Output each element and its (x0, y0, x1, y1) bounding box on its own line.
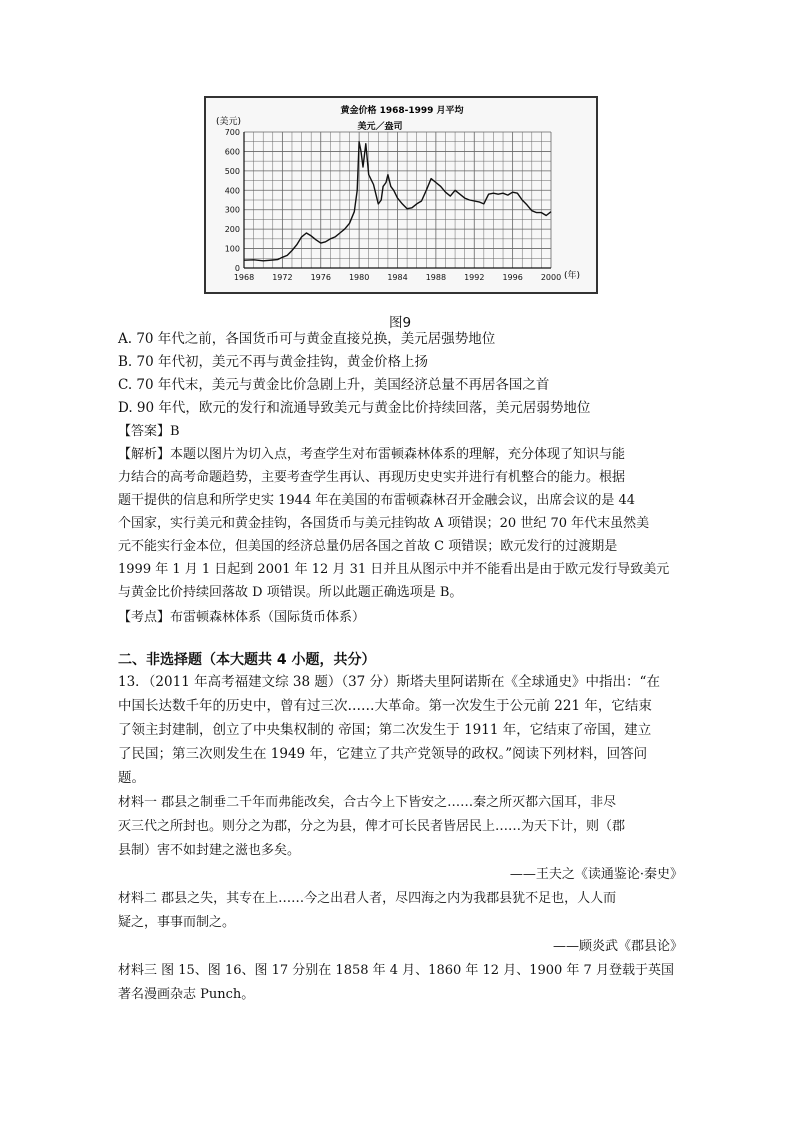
material1-line: 县制）害不如封建之滋也多矣。 (118, 843, 301, 858)
option-c: C. 70 年代末，美元与黄金比价急剧上升，美国经济总量不再居各国之首 (118, 377, 550, 393)
q13-line: 13．（2011 年高考福建文综 38 题）（37 分）斯塔夫里阿诺斯在《全球通史》中指出：“在 (118, 674, 660, 690)
analysis-line: 题干提供的信息和所学史实 1944 年在美国的布雷顿森林召开金融会议，出席会议的是 44 (118, 493, 636, 508)
y-tick-label: 700 (224, 128, 240, 137)
material3-line: 著名漫画杂志 Punch。 (118, 987, 255, 1002)
x-tick-label: 1968 (233, 273, 255, 282)
x-tick-label: 1988 (425, 273, 447, 282)
analysis-line: 1999 年 1 月 1 日起到 2001 年 12 月 31 日并且从图示中并不能看出是由于欧元发行导致美元 (118, 562, 670, 577)
analysis-line: 个国家，实行美元和黄金挂钩，各国货币与美元挂钩故 A 项错误；20 世纪 70 年代末虽然美 (118, 516, 650, 531)
chart-title: 黄金价格 1968-1999 月平均 (340, 106, 464, 116)
y-tick-label: 300 (224, 205, 240, 215)
analysis-line: 与黄金比价持续回落故 D 项错误。所以此题正确选项是 B。 (118, 585, 463, 600)
figure-caption: 图9 (388, 315, 412, 331)
x-tick-label: 1976 (310, 273, 331, 282)
q13-line: 了民国；第三次则发生在 1949 年，它建立了共产党领导的政权。”阅读下列材料，回答问 (118, 746, 648, 762)
analysis-line: 元不能实行金本位，但美国的经济总量仍居各国之首故 C 项错误；欧元发行的过渡期是 (118, 539, 618, 554)
y-tick-label: 100 (224, 244, 240, 254)
gold-price-chart-svg (206, 98, 596, 292)
x-tick-label: 1984 (387, 273, 408, 282)
material2-source: ——顾炎武《郡县论》 (552, 939, 683, 954)
material1-line: 材料一 郡县之制垂二千年而弗能改矣，合古今上下皆安之……秦之所灭都六国耳，非尽 (118, 795, 617, 810)
q13-line: 了领主封建制，创立了中央集权制的 帝国；第二次发生于 1911 年，它结束了帝国，建立 (118, 722, 652, 738)
q13-line: 中国长达数千年的历史中，曾有过三次……大革命。第一次发生于公元前 221 年，它结束 (118, 698, 652, 714)
gold-price-chart (204, 96, 598, 294)
chart-subtitle: 美元／盎司 (357, 122, 403, 132)
option-a: A. 70 年代之前，各国货币可与黄金直接兑换，美元居强势地位 (118, 331, 496, 347)
y-tick-label: 400 (224, 186, 240, 196)
q13-line: 题。 (118, 770, 145, 786)
y-tick-label: 500 (224, 166, 240, 176)
y-tick-label: 0 (234, 264, 240, 273)
y-tick-label: 200 (224, 225, 240, 235)
analysis-line: 力结合的高考命题趋势，主要考查学生再认、再现历史史实并进行有机整合的能力。根据 (118, 470, 626, 485)
answer: 【答案】B (118, 424, 180, 439)
material1-line: 灭三代之所封也。则分之为郡，分之为县，俾才可长民者皆居民上……为天下计，则（郡 (118, 819, 626, 834)
x-tick-label: 1980 (348, 273, 370, 282)
option-d: D. 90 年代，欧元的发行和流通导致美元与黄金比价持续回落，美元居弱势地位 (118, 400, 591, 416)
kaodian: 【考点】布雷顿森林体系（国际货币体系） (118, 610, 366, 625)
chart-xlabel: (年) (564, 271, 581, 281)
x-tick-label: 1972 (272, 273, 293, 282)
analysis-line: 【解析】本题以图片为切入点，考查学生对布雷顿森林体系的理解，充分体现了知识与能 (118, 447, 626, 462)
material2-line: 材料二 郡县之失，其专在上……今之出君人者，尽四海之内为我郡县犹不足也，人人而 (118, 891, 617, 906)
chart-ylabel: (美元) (216, 117, 242, 127)
material3-line: 材料三 图 15、图 16、图 17 分别在 1858 年 4 月、1860 年 12 月、1900 年 7 月登载于英国 (118, 963, 674, 978)
y-tick-label: 600 (224, 147, 240, 157)
material1-source: ——王夫之《读通鉴论·秦史》 (509, 867, 683, 882)
option-b: B. 70 年代初，美元不再与黄金挂钩，黄金价格上扬 (118, 354, 428, 370)
section-heading: 二、非选择题（本大题共 4 小题，共分） (118, 652, 376, 668)
material2-line: 疑之，事事而制之。 (118, 915, 236, 930)
x-tick-label: 1992 (464, 273, 485, 282)
x-tick-label: 2000 (540, 273, 562, 282)
x-tick-label: 1996 (502, 273, 523, 282)
